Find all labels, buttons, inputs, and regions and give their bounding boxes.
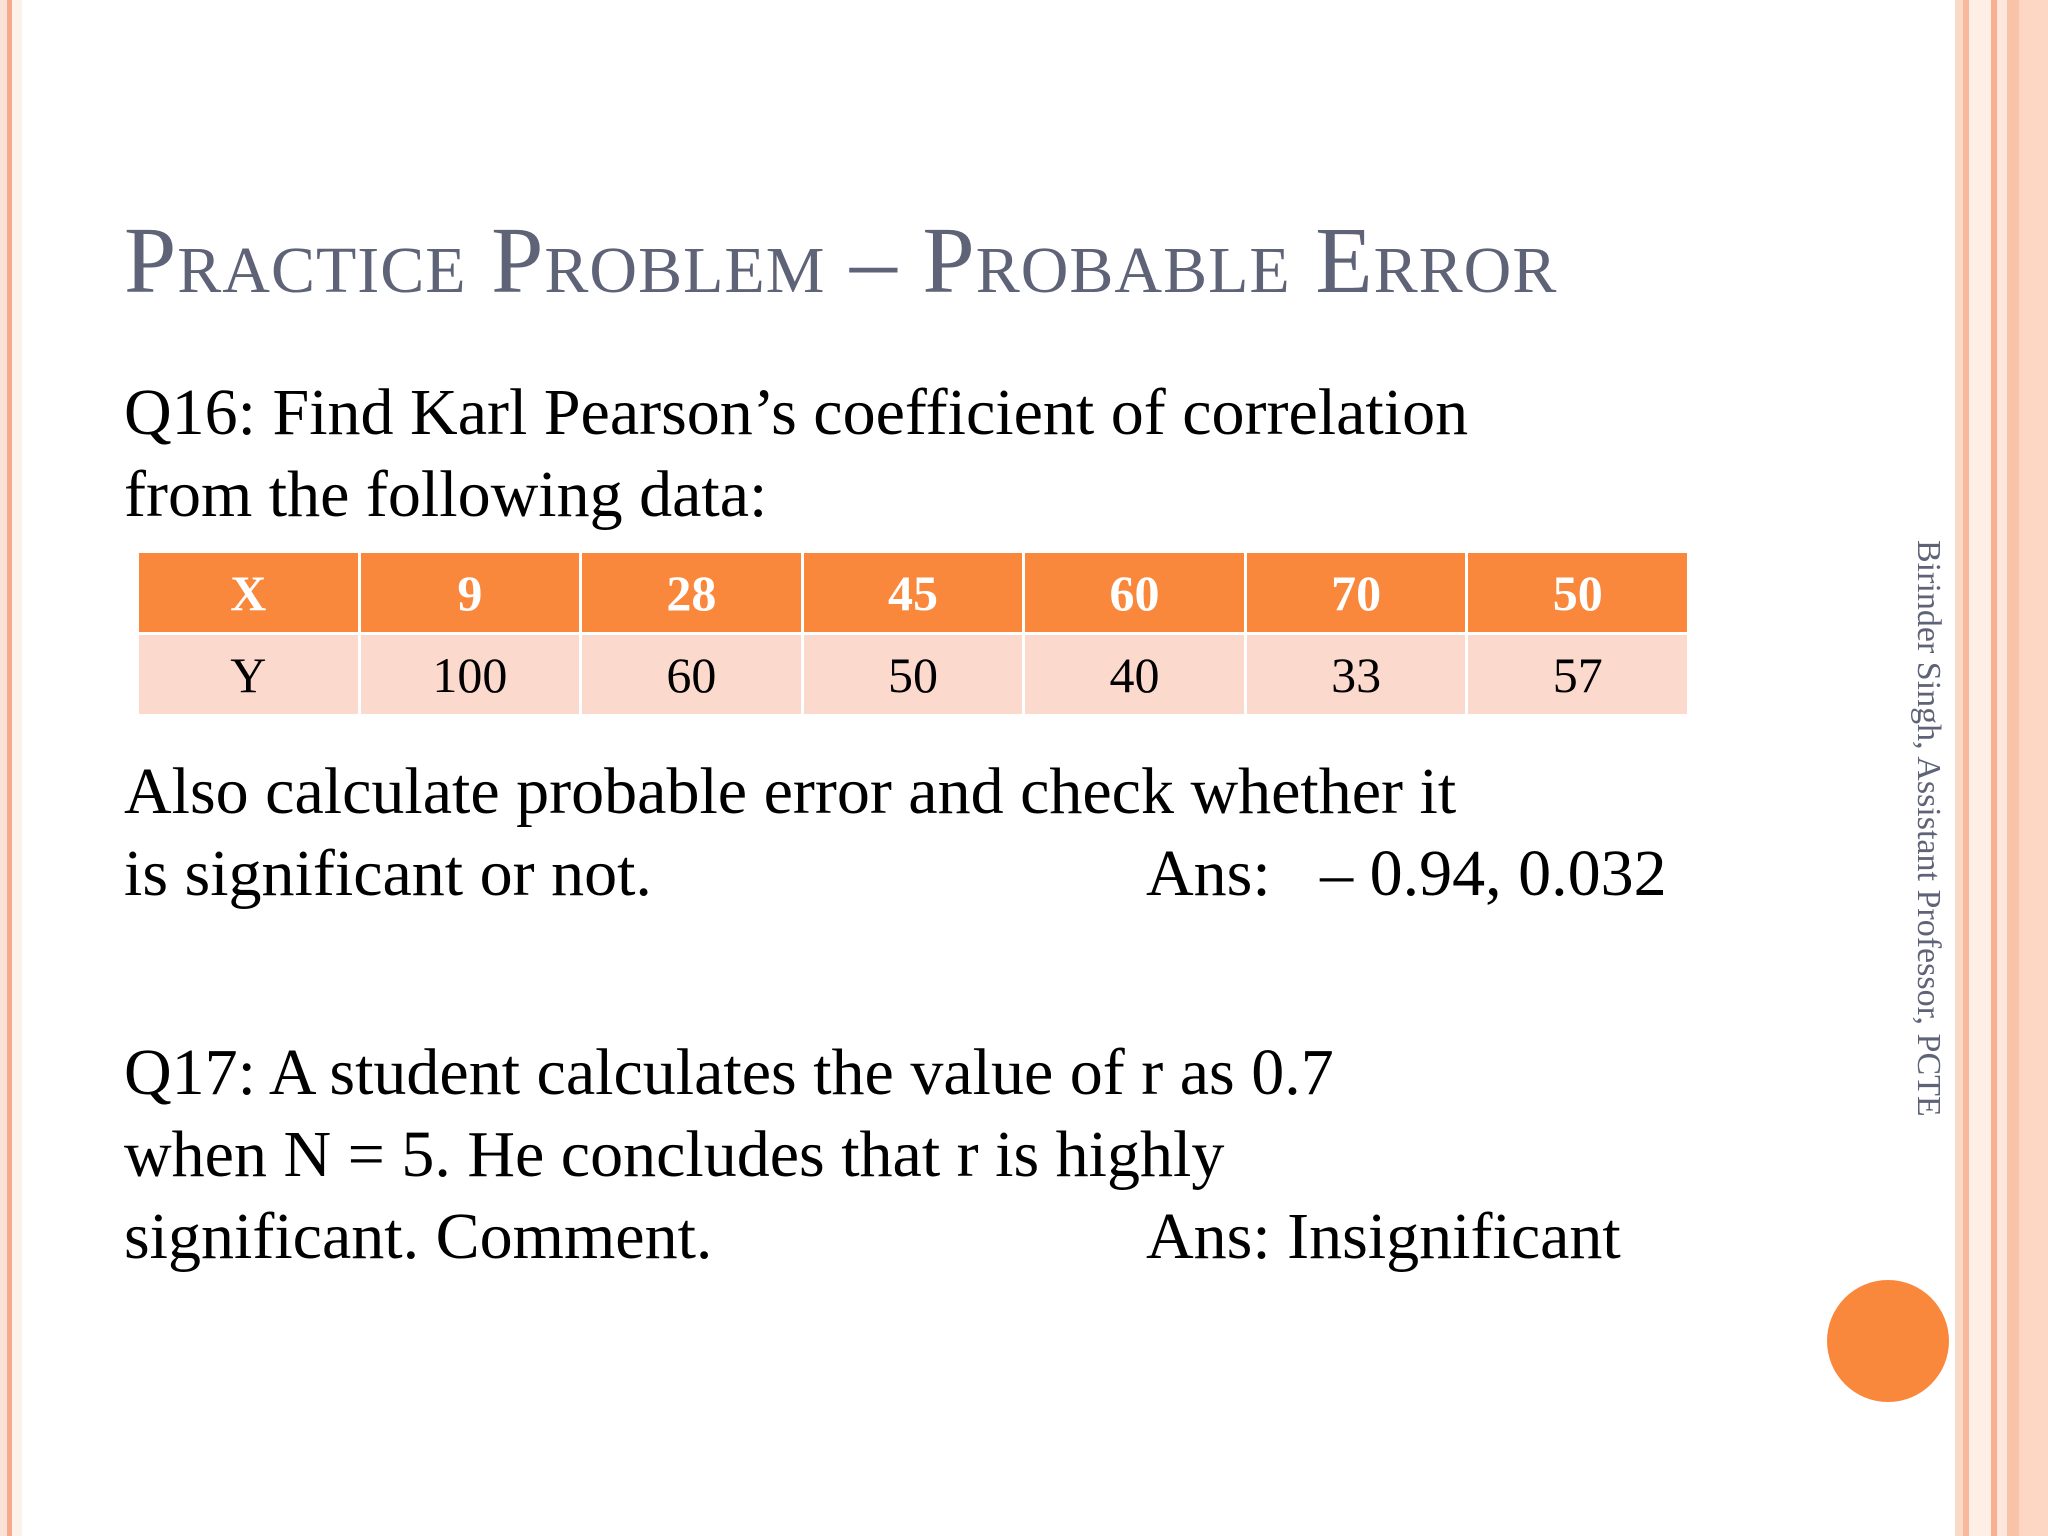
table-header-cell: X [138,552,360,634]
table-cell-y: 60 [581,634,803,716]
right-border-stripe [1997,0,2007,1536]
side-credit: Birinder Singh, Assistant Professor, PCTE [1910,540,1947,1117]
q17-line-3: significant. Comment. [124,1200,713,1273]
left-border-stripe [12,0,22,1536]
q16-line-4: is significant or not. [124,837,652,910]
q16-line-2: from the following data: [124,458,768,531]
orange-circle-decoration [1827,1280,1949,1402]
table-row-x [138,552,1689,634]
table-cell-y: 100 [359,634,581,716]
table-row-y [138,634,1689,716]
table-cell-x: 28 [581,552,803,634]
table-cell-x: 45 [802,552,1024,634]
q16-line-3: Also calculate probable error and check whether it [124,755,1457,828]
table-cell-y: 50 [802,634,1024,716]
right-border-stripe [2019,0,2048,1536]
q17-line-1: Q17: A student calculates the value of r as 0.7 [124,1036,1334,1109]
data-table [136,550,1690,717]
left-border-stripe [0,0,7,1536]
q17-answer: Ans: Insignificant [1146,1200,1621,1273]
table-cell-x: 70 [1245,552,1467,634]
q16-line-1: Q16: Find Karl Pearson’s coefficient of correlation [124,376,1469,449]
q16-question [124,372,1468,536]
table-cell-x: 50 [1467,552,1689,634]
table-header-cell: Y [138,634,360,716]
right-border-stripe [1955,0,1963,1536]
table-cell-x: 9 [359,552,581,634]
slide-title: Practice Problem – Probable Error [124,209,1558,313]
right-border-stripe [1969,0,1991,1536]
table-cell-y: 57 [1467,634,1689,716]
right-border-stripe [2007,0,2019,1536]
table-cell-x: 60 [1024,552,1246,634]
q17-line-2: when N = 5. He concludes that r is highly [124,1118,1225,1191]
table-cell-y: 33 [1245,634,1467,716]
q16-answer: Ans: – 0.94, 0.032 [1146,837,1667,910]
table-cell-y: 40 [1024,634,1246,716]
